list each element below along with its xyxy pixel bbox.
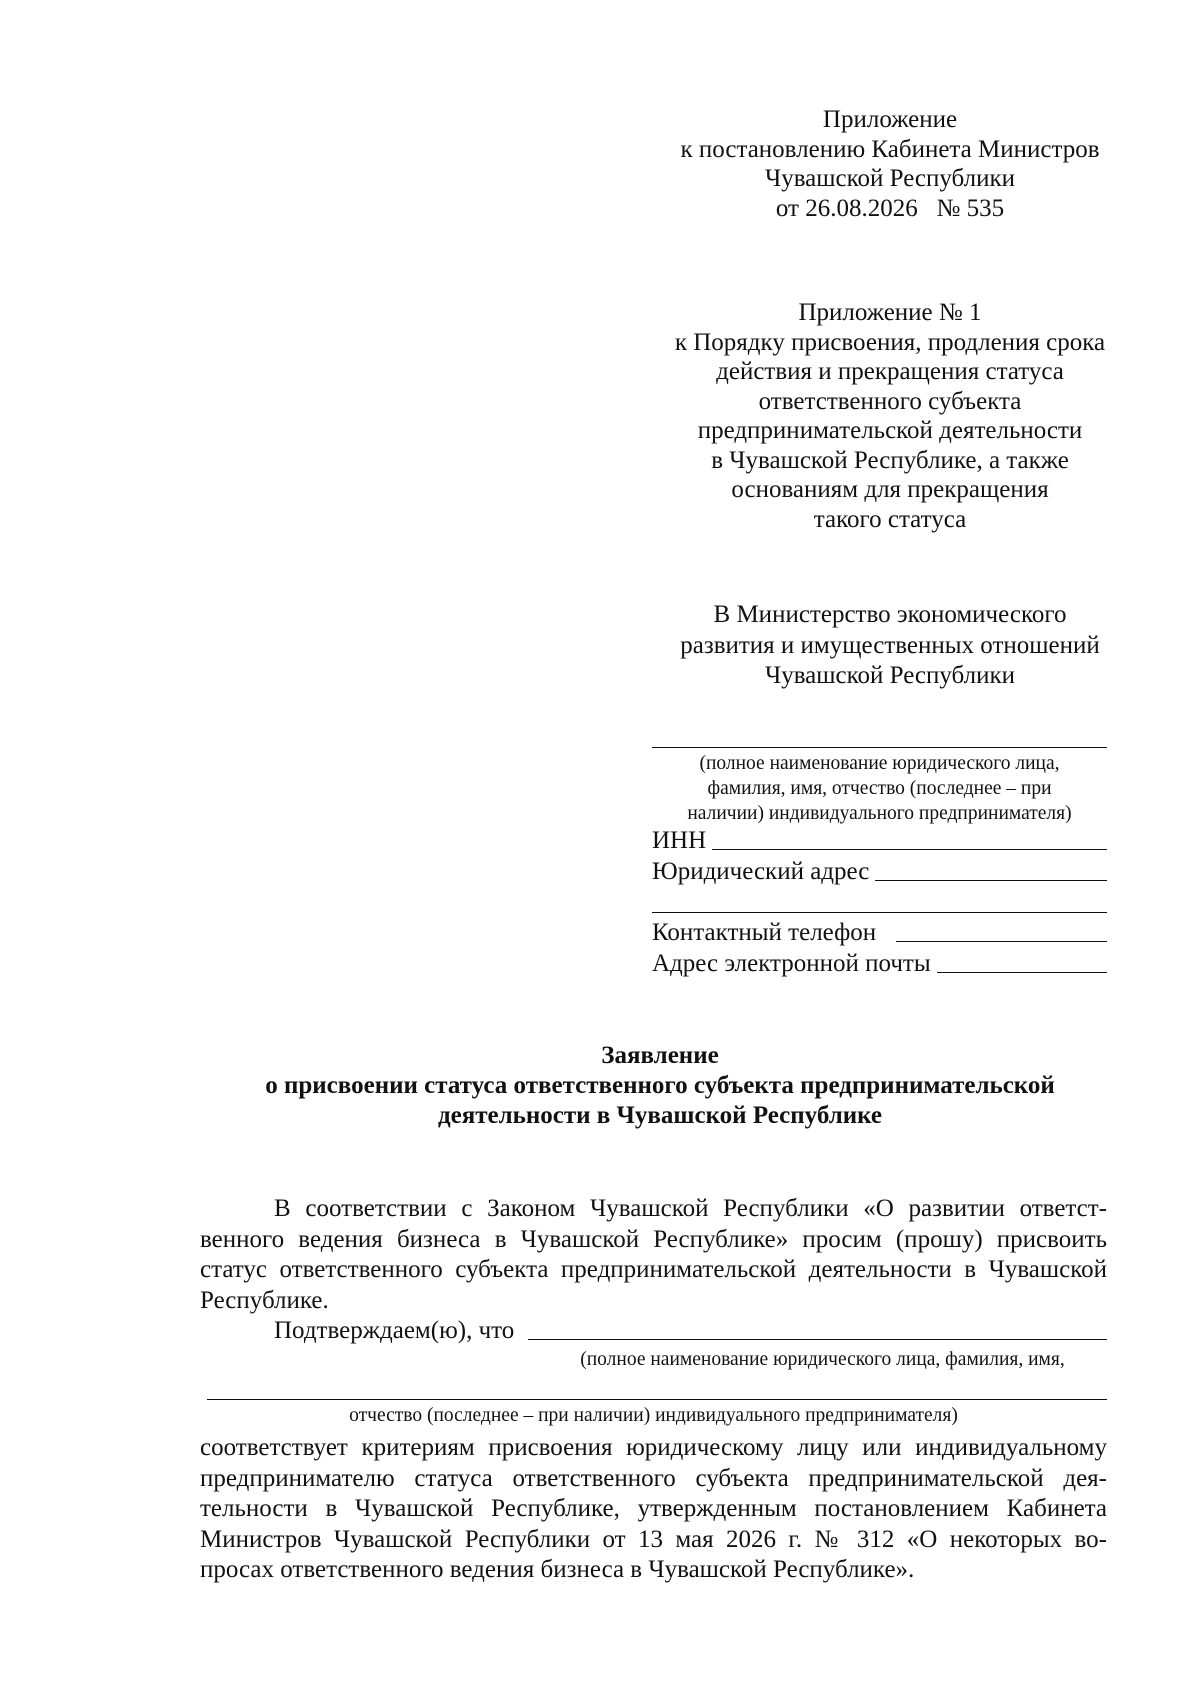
- paragraph-request: В соответствии с Законом Чувашской Республики «О развитии ответст- венного ведения бизнеса в Чувашской Республике» просим (прошу) присвоить статус ответственного субъекта предпринимательской деятельности в Чувашской Республике.: [200, 1195, 1107, 1314]
- annex-line: такого статуса: [813, 505, 967, 533]
- paragraph-criteria: соответствует критериям присвоения юридическому лицу или индивидуальному предпринимателю статуса ответственного субъекта предпринимательской дея- тельности в Чувашской Республике, утвержденным постановлением Кабинета Министров Чувашской Республики от 13 мая 2026 г. № 312 «О некоторых во- просах ответственного ведения бизнеса в Чувашской Республике».: [200, 1434, 1107, 1583]
- note-line: (полное наименование юридического лица,: [699, 753, 1060, 774]
- legal-address-label: Юридический адрес: [652, 858, 870, 885]
- email-line: [937, 972, 1107, 973]
- recipient-block: [600, 600, 1180, 692]
- confirm-continuation-line: [207, 1399, 1107, 1400]
- annex-1-header: [600, 298, 1180, 534]
- annex-line: к постановлению Кабинета Министров: [680, 135, 1100, 163]
- legal-address-continuation-line: [652, 912, 1107, 913]
- annex-line: Приложение № 1: [798, 299, 982, 326]
- applicant-name-note: [652, 751, 1107, 826]
- annex-line: от 26.08.2026 № 535: [775, 194, 1005, 222]
- title-line: деятельности в Чувашской Республике: [437, 1102, 883, 1129]
- annex-line: основаниям для прекращения: [731, 476, 1049, 503]
- recipient-line: развития и имущественных отношений: [680, 631, 1100, 659]
- title-line: о присвоении статуса ответственного субъекта предпринимательской: [265, 1072, 1055, 1099]
- phone-line: [896, 941, 1107, 942]
- confirm-line: [528, 1339, 1107, 1340]
- confirm-note-1: (полное наименование юридического лица, фамилия, имя,: [580, 1349, 1065, 1370]
- note-line: фамилия, имя, отчество (последнее – при: [707, 778, 1052, 799]
- confirm-note-2: отчество (последнее – при наличии) индивидуального предпринимателя): [349, 1405, 958, 1426]
- recipient-line: Чувашской Республики: [764, 662, 1016, 689]
- annex-line: предпринимательской деятельности: [697, 417, 1083, 444]
- email-field: [652, 949, 1107, 979]
- legal-address-line: [875, 880, 1107, 881]
- annex-line: ответственного субъекта: [758, 387, 1022, 415]
- inn-field: [652, 826, 1107, 856]
- annex-line: Чувашской Республики: [764, 165, 1016, 192]
- annex-line: в Чувашской Республике, а также: [711, 446, 1069, 474]
- recipient-line: В Министерство экономического: [713, 601, 1067, 628]
- applicant-name-line: [652, 747, 1107, 748]
- confirm-row: [200, 1316, 1107, 1346]
- document-title: [200, 1041, 1120, 1131]
- annex-line: действия и прекращения статуса: [716, 358, 1064, 385]
- email-label: Адрес электронной почты: [652, 950, 931, 977]
- title-line: Заявление: [601, 1042, 719, 1069]
- annex-header: [600, 105, 1180, 223]
- phone-label: Контактный телефон: [652, 919, 877, 946]
- inn-line: [712, 849, 1107, 850]
- phone-field: [652, 918, 1107, 948]
- annex-line: к Порядку присвоения, продления срока: [674, 328, 1106, 356]
- annex-line: Приложение: [822, 106, 958, 133]
- confirm-label: Подтверждаем(ю), что: [274, 1317, 515, 1344]
- inn-label: ИНН: [652, 827, 707, 854]
- legal-address-field: [652, 857, 1107, 887]
- note-line: наличии) индивидуального предпринимателя): [687, 803, 1072, 824]
